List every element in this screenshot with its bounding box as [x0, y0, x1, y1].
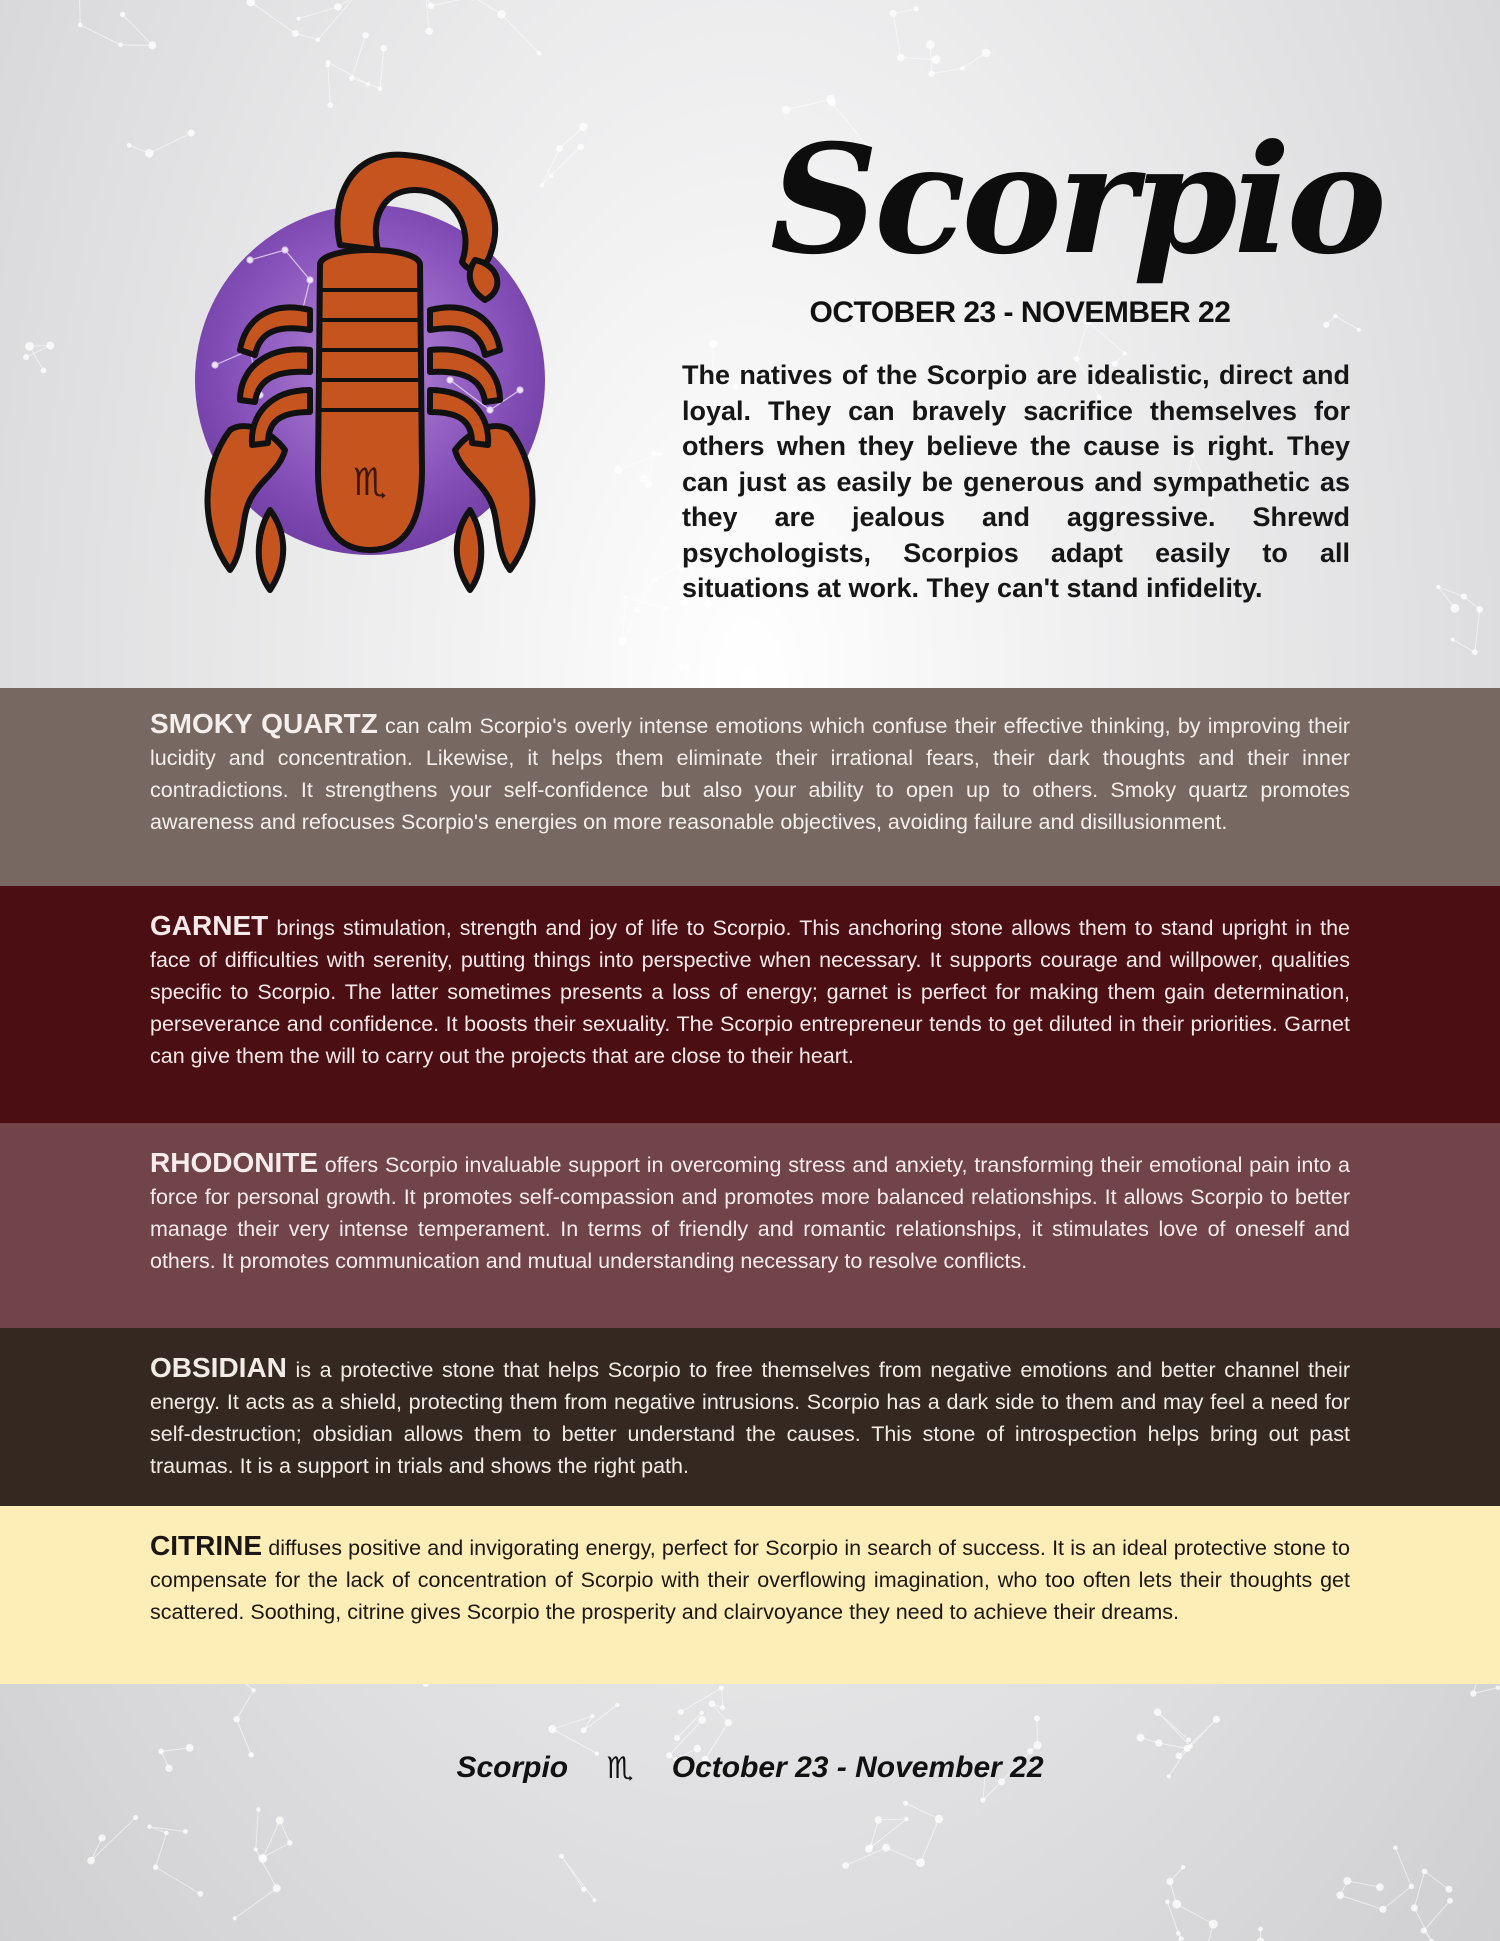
- stone-name: CITRINE: [150, 1530, 262, 1561]
- stone-name: RHODONITE: [150, 1147, 318, 1178]
- stone-section-garnet: [0, 886, 1500, 1123]
- intro-paragraph: The natives of the Scorpio are idealistic, direct and loyal. They can bravely sacrifice themselves for others when they believe the cause is right. They can just as easily be generous and sympathetic as they are jealous and aggressive. Shrewd psychologists, Scorpios adapt easily to all situations at work. They can't stand infidelity.: [682, 360, 1350, 603]
- scorpion-emblem-icon: [190, 150, 550, 610]
- stone-section-rhodonite: [0, 1123, 1500, 1328]
- footer-sign: Scorpio: [456, 1751, 569, 1785]
- stone-description: [150, 708, 1350, 838]
- stone-section-citrine: [0, 1506, 1500, 1684]
- stone-section-smoky-quartz: [0, 688, 1500, 886]
- footer: [0, 1750, 1500, 1786]
- stone-name: GARNET: [150, 910, 269, 941]
- stone-section-obsidian: [0, 1328, 1500, 1506]
- stone-description: [150, 1147, 1350, 1277]
- stone-name: SMOKY QUARTZ: [150, 708, 378, 739]
- stone-description: [150, 1530, 1350, 1628]
- stone-text: diffuses positive and invigorating energy, perfect for Scorpio in search of success. It is an ideal protective stone to compensate for the lack of concentration of Scorpio with their overflowing imagination, who too often lets their thoughts get scattered. Soothing, citrine gives Scorpio the prosperity and clairvoyance they need to achieve their dreams.: [150, 1536, 1350, 1624]
- emblem-glyph: ♏: [352, 460, 388, 504]
- footer-dates: October 23 - November 22: [671, 1751, 1044, 1785]
- stone-text: can calm Scorpio's overly intense emotions which confuse their effective thinking, by improving their lucidity and concentration. Likewise, it helps them eliminate their irrational fears, their dark thoughts and their inner contradictions. It strengthens your self-confidence but also your ability to open up to others. Smoky quartz promotes awareness and refocuses Scorpio's energies on more reasonable objectives, avoiding failure and disillusionment.: [150, 714, 1350, 834]
- stone-text: brings stimulation, strength and joy of life to Scorpio. This anchoring stone allows them to stand upright in the face of difficulties with serenity, putting things into perspective when necessary. It supports courage and willpower, qualities specific to Scorpio. The latter sometimes presents a loss of energy; garnet is perfect for making them gain determination, perseverance and confidence. It boosts their sexuality. The Scorpio entrepreneur tends to get diluted in their priorities. Garnet can give them the will to carry out the projects that are close to their heart.: [150, 916, 1350, 1068]
- stone-description: [150, 910, 1350, 1072]
- date-range: OCTOBER 23 - NOVEMBER 22: [809, 296, 1231, 329]
- stone-text: is a protective stone that helps Scorpio to free themselves from negative emotions and better channel their energy. It acts as a shield, protecting them from negative intrusions. Scorpio has a dark side to them and may feel a need for self-destruction; obsidian allows them to better understand the causes. This stone of introspection helps bring out past traumas. It is a support in trials and shows the right path.: [150, 1358, 1350, 1478]
- page-title: Scorpio: [770, 112, 1383, 288]
- stone-name: OBSIDIAN: [150, 1352, 287, 1383]
- scorpio-symbol-icon: ♏: [606, 1750, 634, 1786]
- stone-text: offers Scorpio invaluable support in overcoming stress and anxiety, transforming their emotional pain into a force for personal growth. It promotes self-compassion and promotes more balanced relationships. It allows Scorpio to better manage their very intense temperament. In terms of friendly and romantic relationships, it stimulates love of oneself and others. It promotes communication and mutual understanding necessary to resolve conflicts.: [150, 1153, 1350, 1273]
- stone-description: [150, 1352, 1350, 1482]
